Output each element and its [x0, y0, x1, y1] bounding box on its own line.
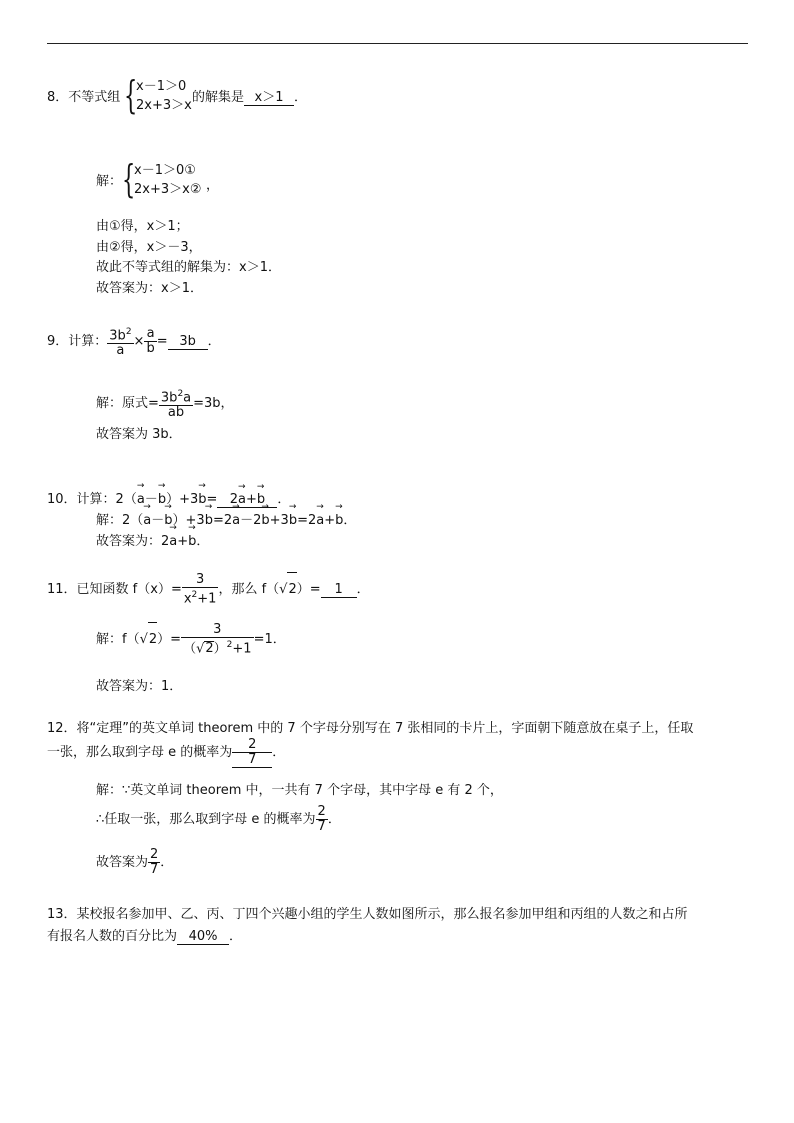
- q12-line2-prefix: 一张，那么取到字母 e 的概率为: [47, 745, 233, 760]
- q8-end: ．: [294, 90, 308, 105]
- q8-step3: 故此不等式组的解集为：x＞1．: [96, 260, 281, 275]
- q8-answer: x＞1: [244, 91, 294, 106]
- q9-prefix: 9．计算：: [47, 334, 108, 350]
- q10-sol-eq2: =2: [297, 513, 317, 528]
- q11-answer: 1: [321, 583, 357, 598]
- q10-vec-b2: → b: [198, 492, 206, 508]
- q9-sf-num-a: 3b: [160, 390, 178, 406]
- q12-ans-num: 2: [232, 738, 272, 753]
- q10-sol-b3: → b: [261, 513, 269, 529]
- q12-final-den: 7: [150, 862, 159, 877]
- q9-eq: =: [156, 334, 168, 350]
- q10-sol-b5: → b: [335, 513, 343, 529]
- q11-fraction: [182, 573, 219, 606]
- q10-ans-b: → b: [257, 493, 265, 507]
- q12-final-end: ．: [160, 855, 174, 870]
- q10-sol-p3: +3: [269, 513, 289, 528]
- q11-sol-prefix: 解：f（: [96, 632, 140, 647]
- q8-prefix: 8．不等式组: [47, 90, 121, 105]
- brace-icon: {: [124, 73, 138, 117]
- q10-prefix: 10．计算：2（: [47, 492, 137, 507]
- q8-step2: 由②得，x＞－3，: [96, 240, 202, 255]
- q11-sol-den-exp: 2: [226, 639, 233, 650]
- q11-num: 3: [182, 573, 219, 588]
- q10-ans-plus: +: [245, 492, 257, 507]
- q10-solution: [96, 513, 356, 529]
- q9-sf-num-b: a: [183, 390, 192, 406]
- q13-end: ．: [229, 929, 243, 944]
- q9-f1-exp: 2: [125, 327, 132, 337]
- q12-sol2-end: ．: [327, 812, 341, 827]
- q10-sol-plus: +: [324, 513, 336, 528]
- q9-answer: 3b: [168, 335, 208, 350]
- q9-sol-suffix: =3b，: [193, 396, 234, 412]
- q9-fraction-2: [144, 327, 156, 356]
- q12-line1: 12．将“定理”的英文单词 theorem 中的 7 个字母分别写在 7 张相同的卡片上，字面朝下随意放在桌子上，任取: [47, 721, 694, 736]
- q11-line: [47, 572, 370, 607]
- q10-sol-b4: → b: [289, 513, 297, 529]
- q10-sol-b: → b: [164, 513, 172, 529]
- q10-final-b: → b: [188, 534, 196, 550]
- q9-sf-exp: 2: [177, 389, 184, 399]
- q9-f1-num: 3b: [109, 328, 126, 344]
- q10-sol-m2: －2: [240, 513, 262, 528]
- q11-end: ．: [356, 582, 370, 597]
- q10-end: ．: [277, 492, 291, 507]
- q12-final-prefix: 故答案为: [96, 855, 149, 870]
- q10-ans-a: → a: [238, 493, 246, 507]
- q12-final: [96, 846, 173, 880]
- sqrt-icon: √: [139, 632, 148, 647]
- q10-sol-a3: → a: [316, 513, 324, 529]
- q8-sol-row2: 2x+3＞x②: [134, 182, 202, 197]
- q8-sol-label: 解：: [96, 174, 123, 189]
- q8-sol-row1: x－1＞0①: [134, 163, 196, 178]
- q10-final-prefix: 故答案为：2: [96, 534, 170, 549]
- q11-sol-sqrt-arg: 2: [148, 622, 157, 657]
- q13-answer: 40%: [177, 930, 229, 945]
- q9-f2-num: a: [144, 327, 156, 342]
- q12-sol2-prefix: ∴任取一张，那么取到字母 e 的概率为: [96, 812, 316, 827]
- q12-final-num: 2: [150, 847, 159, 862]
- q9-sol-fraction: [159, 387, 193, 420]
- q8-mid: 的解集是: [192, 90, 245, 105]
- header-rule: [47, 43, 748, 44]
- q11-sol-fraction: [181, 623, 254, 656]
- q13-line1: 13．某校报名参加甲、乙、丙、丁四个兴趣小组的学生人数如图所示，那么报名参加甲组和丙组的人数之和占所: [47, 907, 688, 922]
- q8-step1: 由①得，x＞1；: [96, 219, 189, 234]
- q9-f2-den: b: [146, 341, 155, 357]
- brace-icon: {: [122, 157, 136, 201]
- q9-solution: [96, 387, 234, 421]
- q10-final-plus: +: [177, 534, 189, 549]
- q9-fraction-1: [107, 325, 133, 358]
- q12-sol2-fraction: [316, 805, 328, 834]
- q12-sol1: 解：∵英文单词 theorem 中，一共有 7 个字母，其中字母 e 有 2 个，: [96, 783, 503, 798]
- q10-final-a: → a: [169, 534, 177, 550]
- q12-ans-den: 7: [248, 751, 257, 767]
- q11-den-exp: 2: [191, 589, 198, 600]
- sqrt-icon: √: [196, 641, 205, 657]
- q10-sol-a: → a: [143, 513, 151, 529]
- q8-sol-comma: ，: [206, 178, 220, 193]
- q11-sol-num: 3: [181, 623, 254, 638]
- q11-sol-den-close: ）: [213, 641, 227, 657]
- q11-sol-den-tail: +1: [232, 641, 252, 657]
- q11-den-x: x: [183, 591, 192, 607]
- q13-line2-prefix: 有报名人数的百分比为: [47, 929, 178, 944]
- q9-line: [47, 325, 221, 359]
- q10-sol-prefix: 解：2（: [96, 513, 144, 528]
- q9-times: ×: [133, 334, 145, 350]
- q11-sol-den-arg: 2: [205, 641, 214, 657]
- q12-end: ．: [272, 745, 286, 760]
- q8-row1: x－1＞0: [136, 79, 187, 94]
- q9-final: 故答案为 3b．: [96, 427, 182, 442]
- q12-line2: [47, 736, 285, 770]
- q11-final: 故答案为：1．: [96, 679, 183, 694]
- q10-minus: －: [144, 492, 158, 507]
- q11-sqrt-arg: 2: [287, 572, 296, 607]
- q12-sol2-num: 2: [317, 804, 326, 819]
- q12-answer: [232, 738, 272, 768]
- q10-eq: =: [206, 492, 218, 507]
- q10-vec-b: → b: [158, 492, 166, 508]
- q10-sol-b2: → b: [205, 513, 213, 529]
- q12-final-fraction: [148, 848, 160, 877]
- q10-final: [96, 534, 209, 550]
- q10-vec-a: → a: [137, 492, 145, 508]
- q11-mid: ，那么 f（: [218, 582, 280, 597]
- q9-end: ．: [207, 334, 221, 350]
- q11-prefix: 11．已知函数 f（x）=: [47, 582, 182, 597]
- q12-sol2: [96, 803, 341, 837]
- q8-tail: [192, 90, 307, 106]
- q9-sol-prefix: 解：原式=: [96, 396, 159, 412]
- q10-final-end: ．: [196, 534, 210, 549]
- sqrt-icon: √: [279, 582, 288, 597]
- q11-den-tail: +1: [197, 591, 217, 607]
- q11-sol-end: =1．: [253, 632, 286, 647]
- q11-sol-den-open: （: [183, 641, 197, 657]
- q10-sol-a2: → a: [232, 513, 240, 529]
- q11-solution: [96, 622, 286, 657]
- q9-sf-den: ab: [167, 405, 185, 421]
- q13-line2: [47, 929, 242, 945]
- q8-row2: 2x+3＞x: [136, 98, 192, 113]
- q10-sol-minus: －: [151, 513, 165, 528]
- q10-sol-close: ）+3: [172, 513, 205, 528]
- q11-mid2: ）=: [296, 582, 321, 597]
- q10-sol-end: ．: [343, 513, 357, 528]
- q12-sol2-den: 7: [317, 819, 326, 834]
- q10-close: ）+3: [166, 492, 199, 507]
- q11-sol-mid: ）=: [157, 632, 182, 647]
- q10-sol-eq1: =2: [212, 513, 233, 528]
- q8-final: 故答案为：x＞1．: [96, 281, 203, 296]
- q9-f1-den: a: [116, 343, 125, 359]
- q10-ans-coef: 2: [229, 492, 238, 507]
